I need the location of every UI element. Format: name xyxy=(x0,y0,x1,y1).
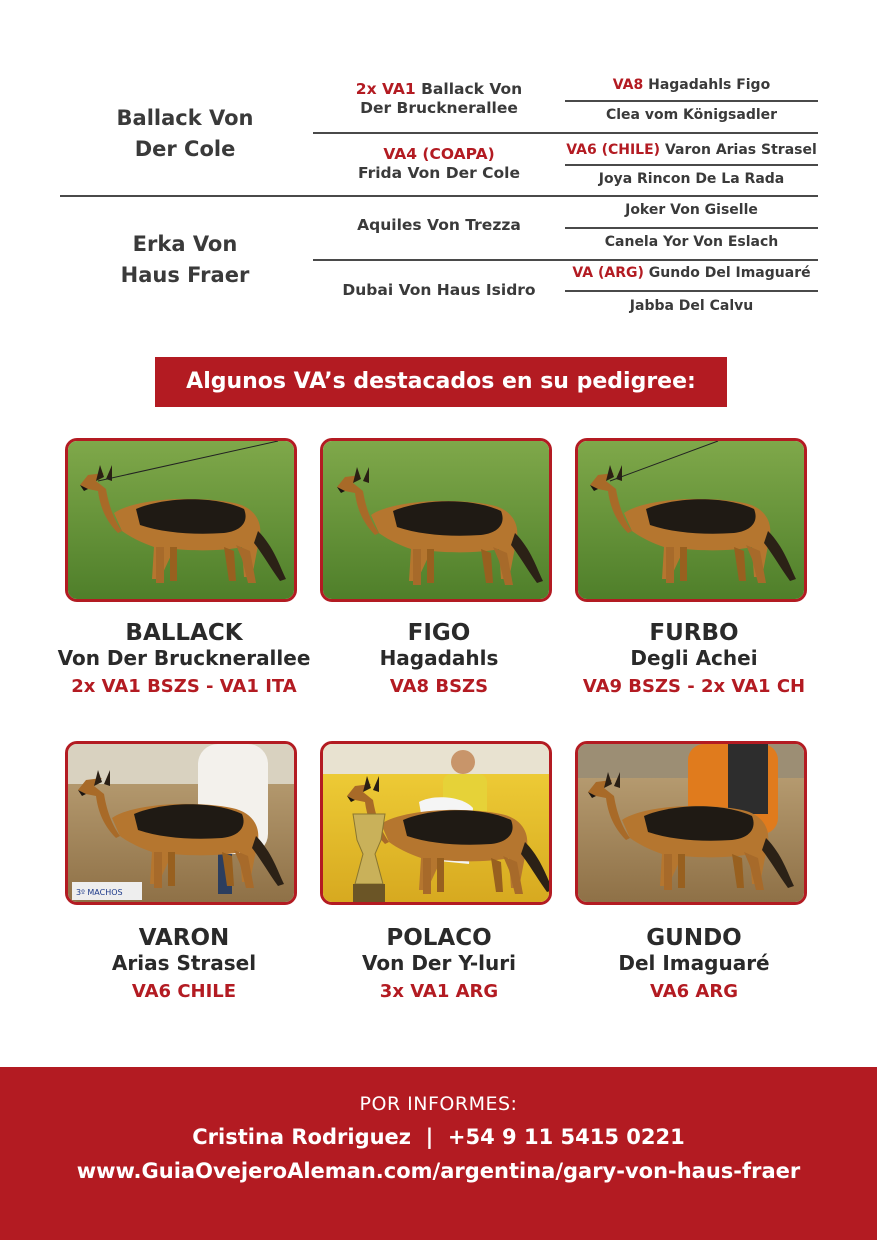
dam-gp4 xyxy=(565,298,818,314)
sire-parent1 xyxy=(313,80,565,118)
contact-info: Cristina Rodriguez | +54 9 11 5415 0221 xyxy=(192,1125,685,1149)
dog-kennel: Von Der Y-luri xyxy=(362,951,516,975)
dog-caption-varon xyxy=(39,925,329,1005)
website-link[interactable]: www.GuiaOvejeroAleman.com/argentina/gary-von-haus-fraer xyxy=(76,1159,801,1183)
dog-name: FURBO xyxy=(649,620,739,646)
dog-photo-polaco xyxy=(320,741,552,905)
dog-caption-ballack xyxy=(39,620,329,700)
section-banner: Algunos VA’s destacados en su pedigree: xyxy=(155,357,727,407)
dog-name-cont: Der Brucknerallee xyxy=(360,99,518,117)
dog-kennel: Von Der Brucknerallee xyxy=(57,646,311,670)
sire-name xyxy=(60,103,310,165)
title-badge: 2x VA1 xyxy=(355,80,416,98)
title-badge: VA8 xyxy=(612,77,644,93)
dog-name: Joya Rincon De La Rada xyxy=(598,171,785,187)
sire-parent2 xyxy=(313,145,565,183)
divider xyxy=(565,227,818,229)
dog-name: Varon Arias Strasel xyxy=(664,142,817,158)
dog-title: VA8 BSZS xyxy=(389,676,489,697)
dam-name xyxy=(60,229,310,291)
dog-title: 3x VA1 ARG xyxy=(379,981,499,1002)
german-shepherd-photo-icon xyxy=(68,441,294,599)
dam-gp1 xyxy=(565,202,818,218)
dog-name: Joker Von Giselle xyxy=(625,202,758,218)
dam-gp3 xyxy=(565,265,818,281)
sire-gp3 xyxy=(560,142,823,158)
dog-caption-gundo xyxy=(549,925,839,1005)
dog-name: BALLACK xyxy=(125,620,243,646)
sire-gp4 xyxy=(565,171,818,187)
dam-parent2 xyxy=(313,281,565,300)
dog-photo-figo xyxy=(320,438,552,602)
dog-kennel: Arias Strasel xyxy=(111,951,257,975)
dog-name: POLACO xyxy=(386,925,492,951)
contact-footer xyxy=(0,1067,877,1240)
dog-name: Dubai Von Haus Isidro xyxy=(342,281,536,299)
dog-kennel: Hagadahls xyxy=(379,646,499,670)
divider xyxy=(565,290,818,292)
sire-name-line1: Ballack Von xyxy=(116,106,254,130)
footer-label: POR INFORMES: xyxy=(359,1093,518,1115)
german-shepherd-photo-icon xyxy=(323,441,549,599)
dog-title: 2x VA1 BSZS - VA1 ITA xyxy=(71,676,297,697)
dog-name: Gundo Del Imaguaré xyxy=(648,265,811,281)
divider xyxy=(313,259,818,261)
sire-name-line2: Der Cole xyxy=(134,137,236,161)
dog-name: VARON xyxy=(138,925,230,951)
dog-kennel: Degli Achei xyxy=(630,646,758,670)
dog-name: Canela Yor Von Eslach xyxy=(604,234,779,250)
sire-gp2 xyxy=(565,107,818,123)
german-shepherd-photo-icon xyxy=(578,441,804,599)
title-badge: VA6 (CHILE) xyxy=(566,142,661,158)
dog-name: FIGO xyxy=(407,620,471,646)
dog-title: VA6 ARG xyxy=(650,981,738,1002)
dog-name: Aquiles Von Trezza xyxy=(357,216,521,234)
title-badge: VA (ARG) xyxy=(572,265,644,281)
dog-title: VA9 BSZS - 2x VA1 CH xyxy=(582,676,806,697)
dog-caption-furbo xyxy=(549,620,839,700)
german-shepherd-trophy-photo-icon xyxy=(323,744,549,905)
divider xyxy=(313,132,818,134)
divider xyxy=(565,100,818,102)
dog-name: Frida Von Der Cole xyxy=(357,164,520,182)
german-shepherd-photo-icon xyxy=(578,744,804,905)
dam-name-line2: Haus Fraer xyxy=(120,263,250,287)
dog-kennel: Del Imaguaré xyxy=(618,951,770,975)
divider xyxy=(565,164,818,166)
german-shepherd-photo-icon xyxy=(68,744,294,905)
svg-text:3º MACHOS: 3º MACHOS xyxy=(76,888,123,897)
divider xyxy=(60,195,818,197)
title-badge: VA4 (COAPA) xyxy=(383,145,495,163)
dog-name: GUNDO xyxy=(646,925,742,951)
dog-caption-figo xyxy=(294,620,584,700)
dog-photo-ballack xyxy=(65,438,297,602)
dog-photo-furbo xyxy=(575,438,807,602)
dog-photo-varon xyxy=(65,741,297,905)
dam-gp2 xyxy=(565,234,818,250)
dog-caption-polaco xyxy=(294,925,584,1005)
dog-photo-gundo xyxy=(575,741,807,905)
dog-name: Clea vom Königsadler xyxy=(605,107,778,123)
dog-name: Ballack Von xyxy=(421,80,523,98)
dam-name-line1: Erka Von xyxy=(132,232,238,256)
sire-gp1 xyxy=(565,77,818,93)
dog-title: VA6 CHILE xyxy=(131,981,237,1002)
dam-parent1 xyxy=(313,216,565,235)
dog-name: Hagadahls Figo xyxy=(648,77,771,93)
dog-name: Jabba Del Calvu xyxy=(629,298,754,314)
